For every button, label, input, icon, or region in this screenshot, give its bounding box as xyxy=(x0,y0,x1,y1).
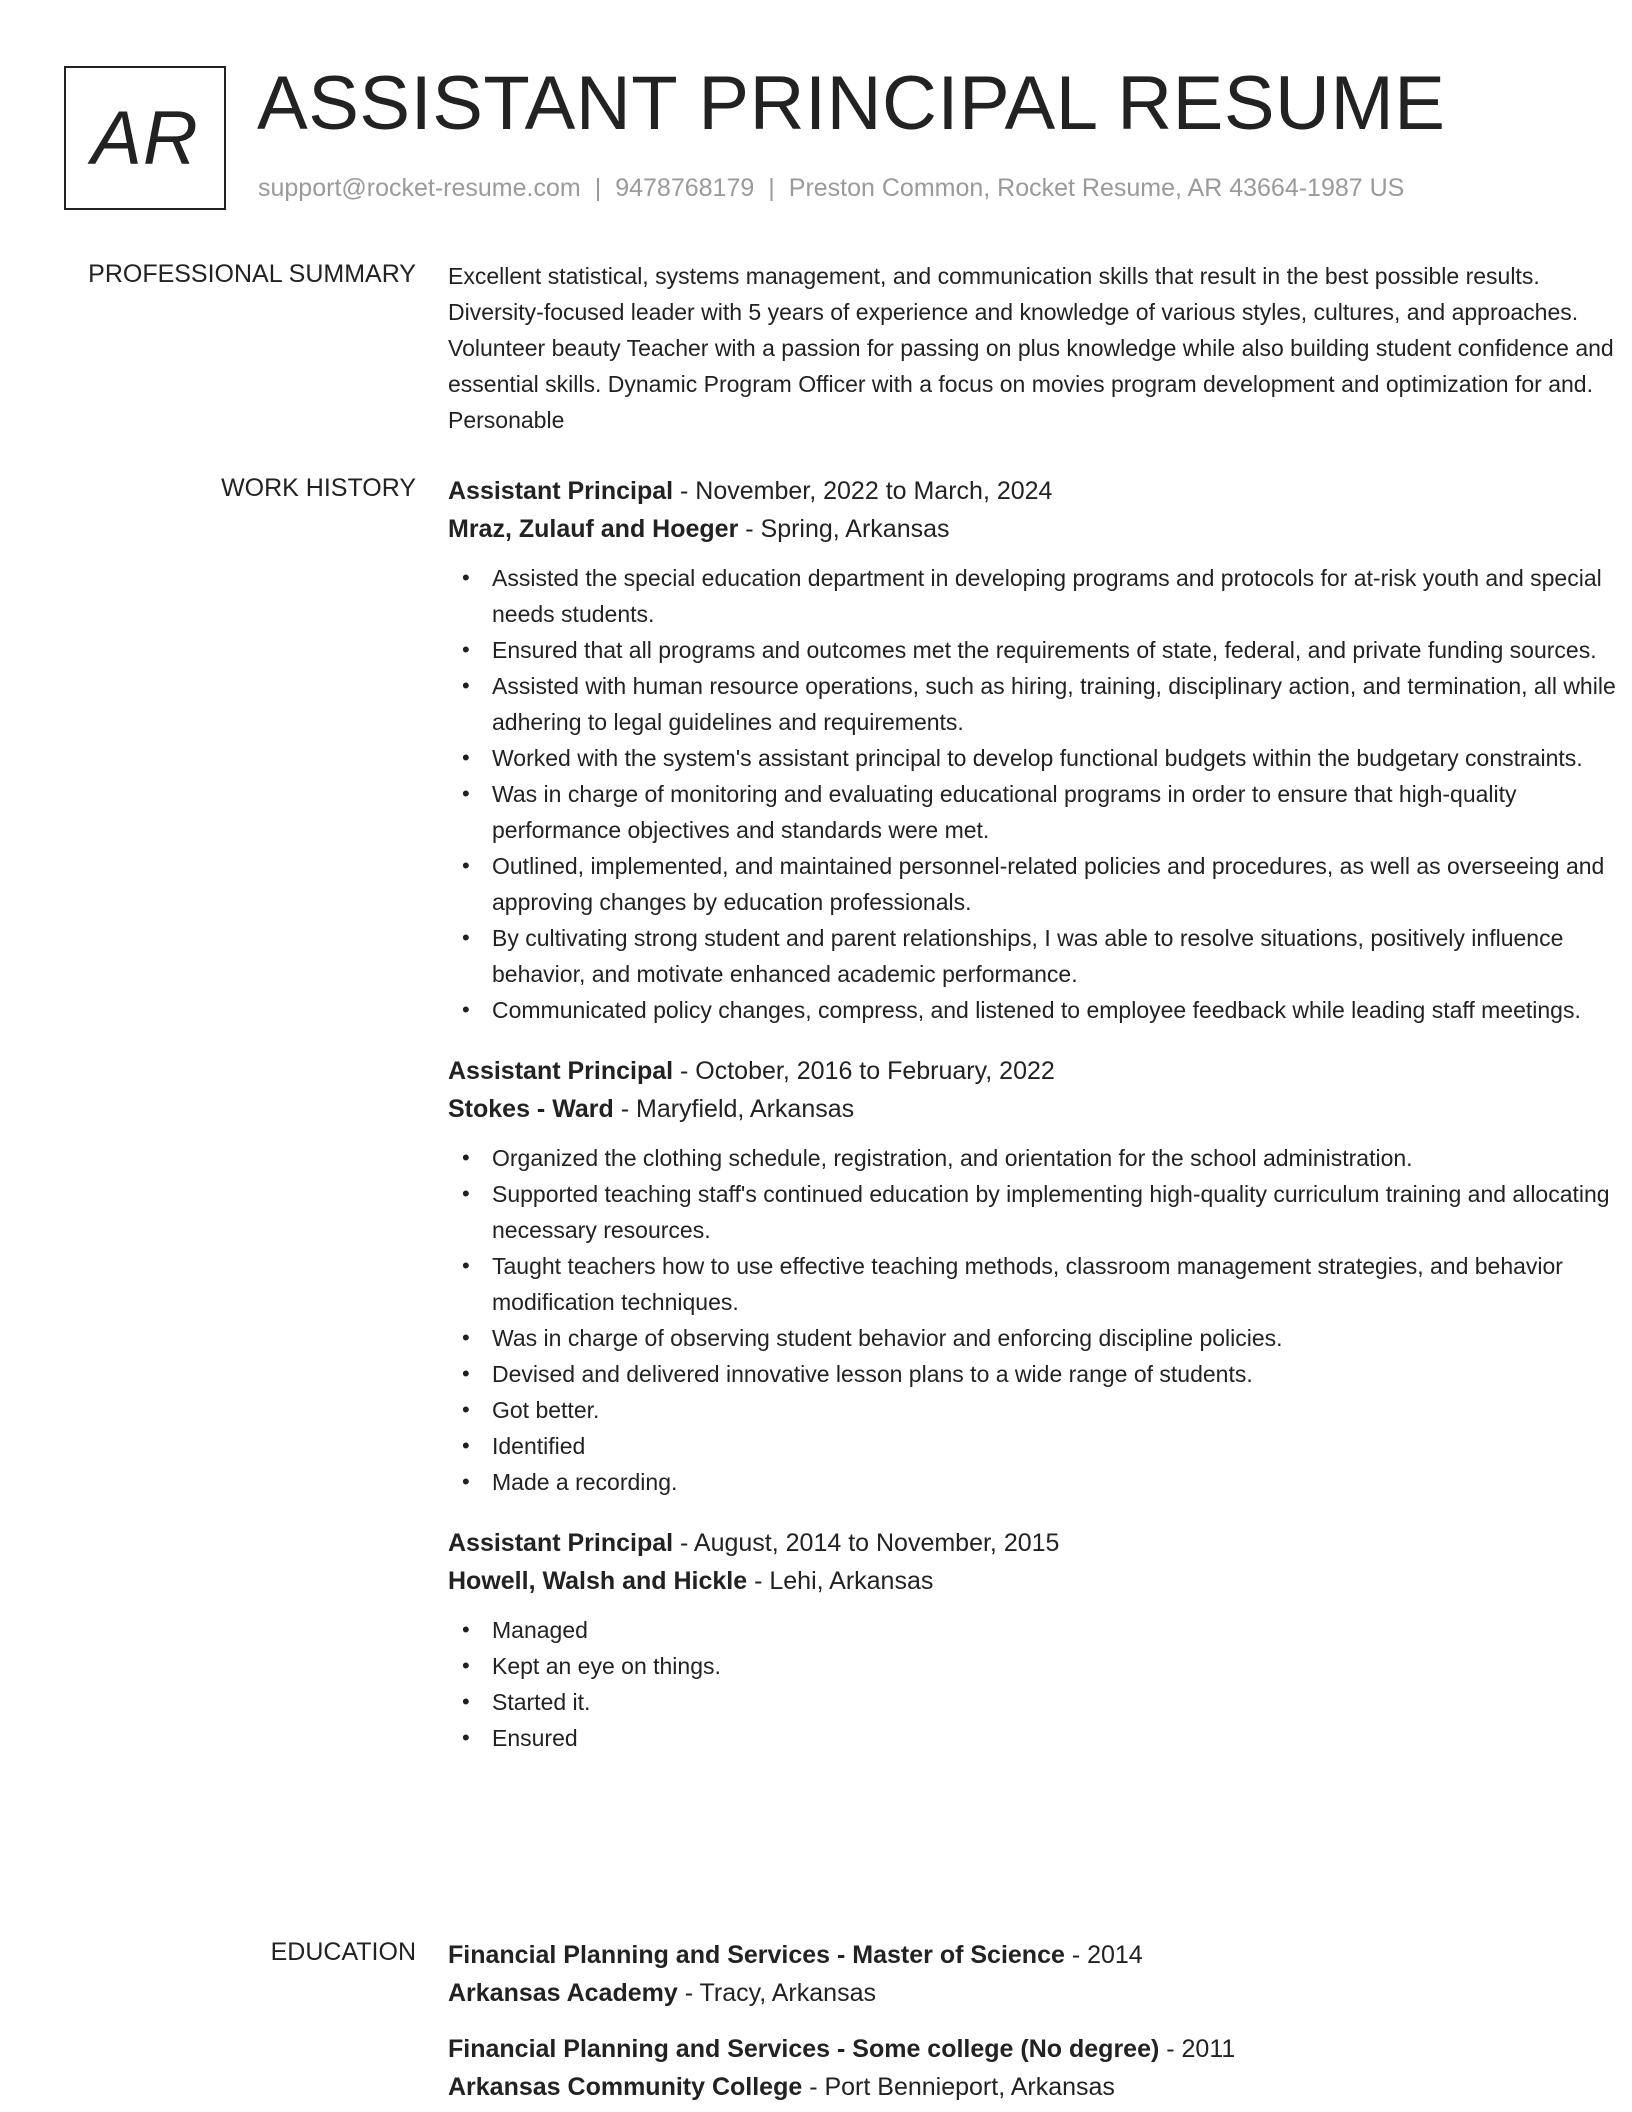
job-company-line xyxy=(448,510,1632,548)
education-year: - 2014 xyxy=(1064,1941,1143,1969)
job-dates: - November, 2022 to March, 2024 xyxy=(673,477,1053,505)
initials-monogram: AR xyxy=(64,66,226,210)
job-bullet: • Taught teachers how to use effective teaching methods, classroom management strategies, and behavior modification techniques. xyxy=(448,1248,1632,1320)
job-title: Assistant Principal xyxy=(448,1529,674,1557)
job-title: Assistant Principal xyxy=(448,477,674,505)
contact-email: support@rocket-resume.com xyxy=(258,174,581,202)
job-bullet: • Was in charge of monitoring and evaluating educational programs in order to ensure that high-quality performance objectives and standards were met. xyxy=(448,776,1632,848)
job-bullet: • Devised and delivered innovative lesson plans to a wide range of students. xyxy=(448,1356,1632,1392)
job-bullet: • Organized the clothing schedule, registration, and orientation for the school administration. xyxy=(448,1140,1632,1176)
job-bullets xyxy=(448,560,1632,1028)
job-bullet: • Managed xyxy=(448,1612,1632,1648)
job-company: Howell, Walsh and Hickle xyxy=(448,1567,748,1595)
summary-text: Excellent statistical, systems management, and communication skills that result in the best possible results. Diversity-focused leader with 5 years of experience and knowledge of various styles, cultures, and approaches. Volunteer beauty Teacher with a passion for passing on plus knowledge while also building student confidence and essential skills. Dynamic Program Officer with a focus on movies program development and optimization for and. Personable xyxy=(448,263,1614,433)
job-dates: - August, 2014 to November, 2015 xyxy=(673,1529,1060,1557)
job-title-line xyxy=(448,472,1632,510)
job-company: Mraz, Zulauf and Hoeger xyxy=(448,515,739,543)
work-history-body xyxy=(448,472,1632,1780)
job-location: - Lehi, Arkansas xyxy=(747,1567,934,1595)
job-bullet: • Worked with the system's assistant principal to develop functional budgets within the budgetary constraints. xyxy=(448,740,1632,776)
job-bullet: • Got better. xyxy=(448,1392,1632,1428)
resume-header xyxy=(64,61,1584,210)
job-entry xyxy=(448,1052,1632,1500)
contact-address: Preston Common, Rocket Resume, AR 43664-1987 US xyxy=(788,174,1405,202)
job-bullets xyxy=(448,1612,1632,1756)
contact-phone: 9478768179 xyxy=(615,174,755,202)
summary-body xyxy=(448,258,1632,438)
job-bullets xyxy=(448,1140,1632,1500)
job-bullet: • Kept an eye on things. xyxy=(448,1648,1632,1684)
job-bullet: • Ensured that all programs and outcomes met the requirements of state, federal, and private funding sources. xyxy=(448,632,1632,668)
job-location: - Spring, Arkansas xyxy=(738,515,950,543)
education-school: Arkansas Academy xyxy=(448,1979,678,2007)
education-school: Arkansas Community College xyxy=(448,2073,803,2101)
resume-title: ASSISTANT PRINCIPAL RESUME xyxy=(257,61,1446,146)
job-company: Stokes - Ward xyxy=(448,1095,614,1123)
job-dates: - October, 2016 to February, 2022 xyxy=(673,1057,1055,1085)
education-degree: Financial Planning and Services - Master of Science xyxy=(448,1941,1065,1969)
job-bullet: • By cultivating strong student and parent relationships, I was able to resolve situations, positively influence behavior, and motivate enhanced academic performance. xyxy=(448,920,1632,992)
education-school-line xyxy=(448,1974,1632,2012)
job-company-line xyxy=(448,1090,1632,1128)
contact-separator: | xyxy=(768,174,775,202)
job-bullet: • Made a recording. xyxy=(448,1464,1632,1500)
job-entry xyxy=(448,472,1632,1028)
job-bullet: • Communicated policy changes, compress, and listened to employee feedback while leading staff meetings. xyxy=(448,992,1632,1028)
education-school-line xyxy=(448,2068,1632,2106)
job-bullet: • Identified xyxy=(448,1428,1632,1464)
education-degree-line xyxy=(448,1936,1632,1974)
education-location: - Port Bennieport, Arkansas xyxy=(802,2073,1115,2101)
job-title-line xyxy=(448,1524,1632,1562)
education-label: EDUCATION xyxy=(270,1938,416,1966)
job-title: Assistant Principal xyxy=(448,1057,674,1085)
work-history-label: WORK HISTORY xyxy=(221,474,416,502)
education-entry xyxy=(448,2030,1632,2106)
job-bullet: • Was in charge of observing student behavior and enforcing discipline policies. xyxy=(448,1320,1632,1356)
education-body xyxy=(448,1936,1632,2112)
contact-line xyxy=(258,174,1404,203)
job-company-line xyxy=(448,1562,1632,1600)
job-title-line xyxy=(448,1052,1632,1090)
job-entry xyxy=(448,1524,1632,1756)
job-bullet: • Supported teaching staff's continued education by implementing high-quality curriculum training and allocating necessary resources. xyxy=(448,1176,1632,1248)
education-degree: Financial Planning and Services - Some college (No degree) xyxy=(448,2035,1160,2063)
job-location: - Maryfield, Arkansas xyxy=(613,1095,855,1123)
contact-separator: | xyxy=(594,174,602,202)
job-bullet: • Started it. xyxy=(448,1684,1632,1720)
education-location: - Tracy, Arkansas xyxy=(677,1979,876,2007)
job-bullet: • Ensured xyxy=(448,1720,1632,1756)
job-bullet: • Outlined, implemented, and maintained personnel-related policies and procedures, as well as overseeing and approving changes by education professionals. xyxy=(448,848,1632,920)
education-degree-line xyxy=(448,2030,1632,2068)
job-bullet: • Assisted with human resource operations, such as hiring, training, disciplinary action, and termination, all while adhering to legal guidelines and requirements. xyxy=(448,668,1632,740)
education-entry xyxy=(448,1936,1632,2012)
education-year: - 2011 xyxy=(1159,2035,1236,2063)
summary-label: PROFESSIONAL SUMMARY xyxy=(88,260,416,288)
job-bullet: • Assisted the special education department in developing programs and protocols for at-risk youth and special needs students. xyxy=(448,560,1632,632)
